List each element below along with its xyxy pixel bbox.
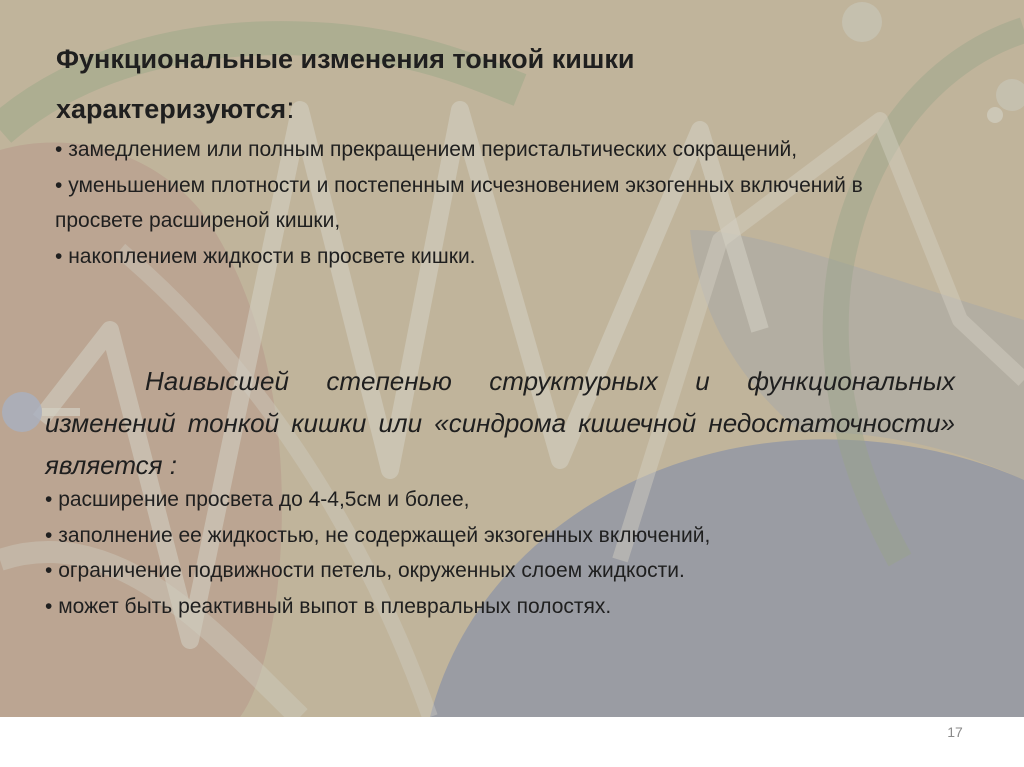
list-item: • уменьшением плотности и постепенным исчезновением экзогенных включений в просвете расширеной кишки, <box>55 168 955 239</box>
list-item: • заполнение ее жидкостью, не содержащей экзогенных включений, <box>45 518 975 554</box>
changes-list <box>55 132 955 274</box>
list-item: • расширение просвета до 4-4,5см и более, <box>45 482 975 518</box>
syndrome-intro-paragraph <box>45 360 955 486</box>
list-item: • замедлением или полным прекращением перистальтических сокращений, <box>55 132 955 168</box>
list-item: • ограничение подвижности петель, окруженных слоем жидкости. <box>45 553 975 589</box>
list-item: • накоплением жидкости в просвете кишки. <box>55 239 955 275</box>
circle-right-2 <box>987 107 1003 123</box>
signs-list <box>45 482 975 624</box>
list-item: • может быть реактивный выпот в плевральных полостях. <box>45 589 975 625</box>
heading-line-2: характеризуются <box>56 94 287 124</box>
intro-text: Наивысшей степенью структурных и функциональных изменений тонкой кишки или «синдрома кишечной недостаточности» является : <box>45 366 955 480</box>
heading-colon: : <box>286 92 295 125</box>
circle-right <box>996 79 1024 111</box>
slide-heading <box>56 34 956 134</box>
heading-line-1: Функциональные изменения тонкой кишки <box>56 44 635 74</box>
circle-left <box>2 392 42 432</box>
page-number: 17 <box>947 724 963 740</box>
